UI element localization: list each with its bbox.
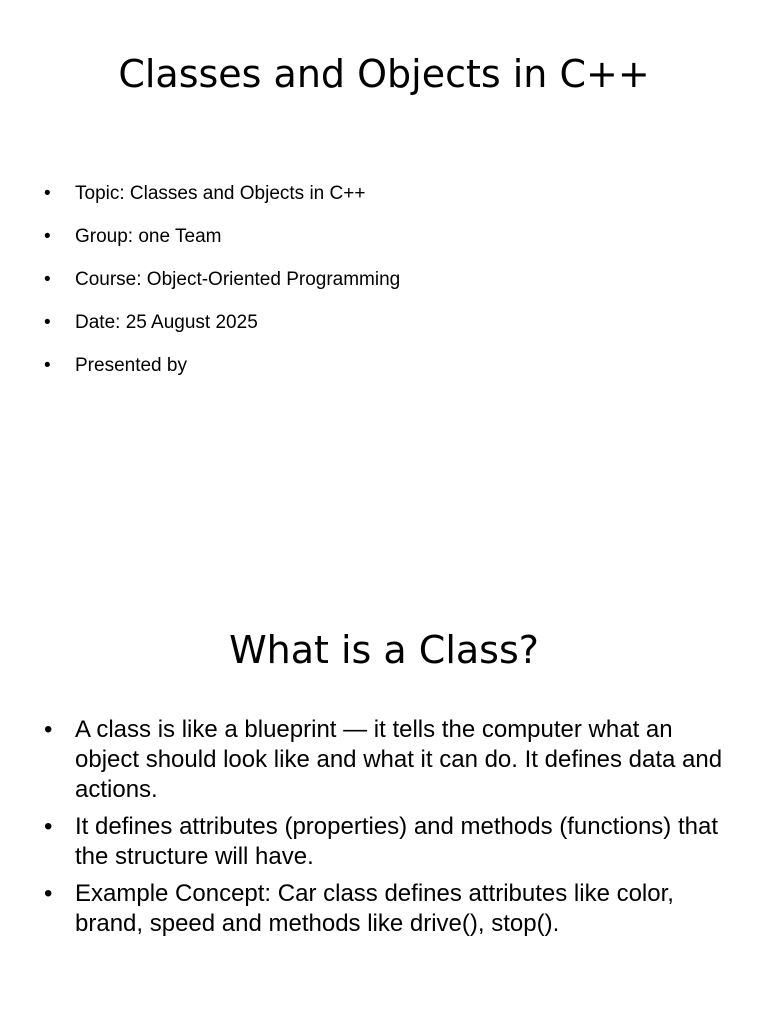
bullet-text: Presented by [75,355,187,376]
bullet-text: Date: 25 August 2025 [75,312,258,333]
bullet-icon: • [44,880,53,907]
bullet-text: It defines attributes (properties) and methods (functions) that the structure will have. [75,813,718,870]
bullet-list [0,715,768,946]
bullet-text: Group: one Team [75,226,222,247]
bullet-icon: • [44,269,51,290]
bullet-text: Topic: Classes and Objects in C++ [75,183,366,204]
bullet-icon: • [44,716,53,743]
list-item [0,267,768,293]
bullet-text: Example Concept: Car class defines attributes like color, brand, speed and methods like drive(), stop(). [75,880,674,937]
slide-2 [0,512,768,1024]
slide-title: What is a Class? [229,628,539,672]
bullet-list [0,181,768,396]
list-item [0,224,768,250]
list-item [0,812,768,872]
bullet-icon: • [44,312,51,333]
bullet-icon: • [44,183,51,204]
list-item [0,715,768,805]
slide-title: Classes and Objects in C++ [118,52,650,96]
bullet-icon: • [44,355,51,376]
bullet-text: Course: Object-Oriented Programming [75,269,401,290]
list-item [0,353,768,379]
bullet-icon: • [44,226,51,247]
bullet-text: A class is like a blueprint — it tells the computer what an object should look like and what it can do. It defines data and actions. [75,716,723,803]
list-item [0,879,768,939]
list-item [0,310,768,336]
bullet-icon: • [44,813,53,840]
list-item [0,181,768,207]
